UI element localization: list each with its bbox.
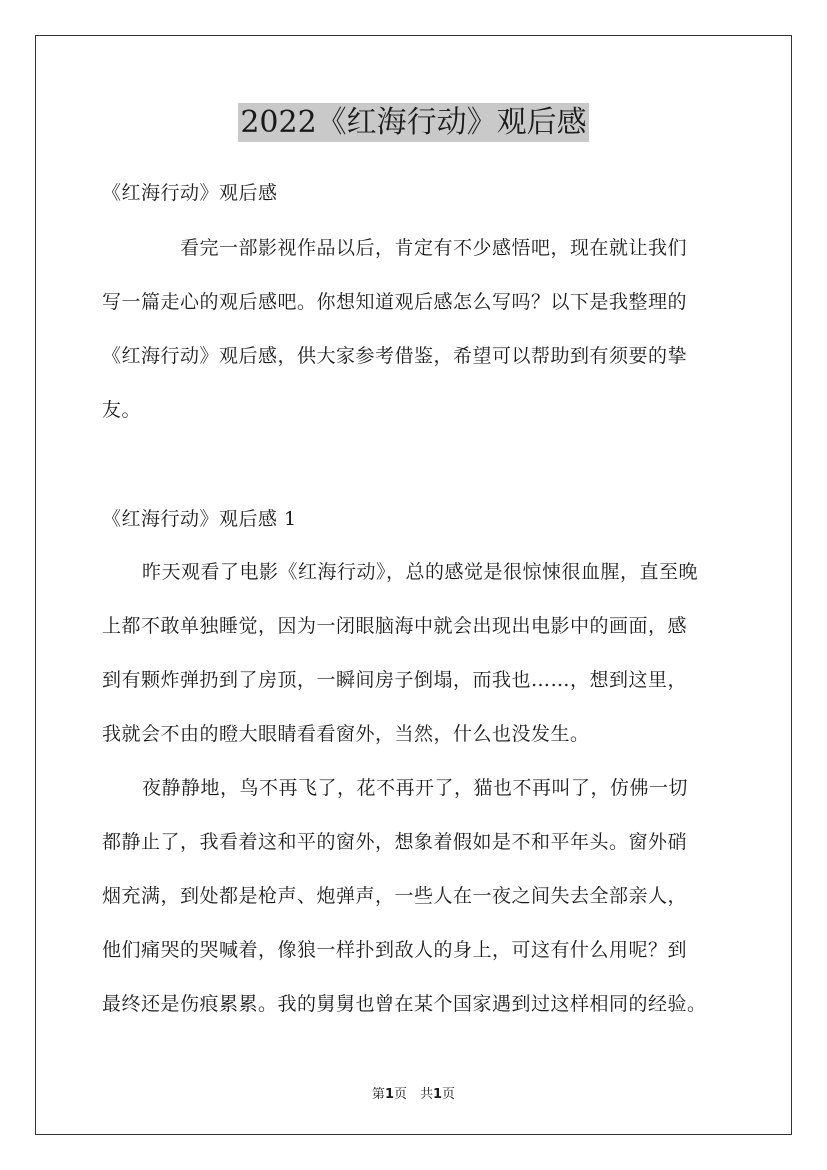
- paragraph-line: 上都不敢单独睡觉，因为一闭眼脑海中就会出现出电影中的画面，感: [102, 615, 688, 637]
- intro-line: 看完一部影视作品以后，肯定有不少感悟吧，现在就让我们: [180, 237, 688, 259]
- page-suffix: 页: [442, 1087, 456, 1102]
- intro-line: 友。: [102, 399, 142, 421]
- page-mid: 页 共: [393, 1087, 433, 1102]
- paragraph-line: 他们痛哭的哭喊着，像狼一样扑到敌人的身上，可这有什么用呢？到: [102, 939, 688, 961]
- paragraph-line: 到有颗炸弹扔到了房顶，一瞬间房子倒塌，而我也……，想到这里，: [102, 669, 688, 691]
- document-title-text: 2022《红海行动》观后感: [240, 105, 587, 140]
- current-page-number: 1: [384, 1087, 394, 1102]
- paragraph-line: 昨天观看了电影《红海行动》，总的感觉是很惊悚很血腥，直至晚: [142, 561, 699, 583]
- page-prefix: 第: [371, 1087, 385, 1102]
- document-title: [0, 102, 827, 143]
- paragraph-line: 烟充满，到处都是枪声、炮弹声，一些人在一夜之间失去全部亲人，: [102, 885, 688, 907]
- page-number-footer: [0, 1083, 827, 1102]
- paragraph-line: 最终还是伤痕累累。我的舅舅也曾在某个国家遇到过这样相同的经验。: [102, 993, 707, 1015]
- intro-line: 写一篇走心的观后感吧。你想知道观后感怎么写吗？以下是我整理的: [102, 291, 688, 313]
- paragraph-line: 我就会不由的瞪大眼睛看看窗外，当然，什么也没发生。: [102, 723, 590, 745]
- paragraph-line: 夜静静地，鸟不再飞了，花不再开了，猫也不再叫了，仿佛一切: [142, 777, 689, 799]
- subheading: 《红海行动》观后感: [102, 182, 278, 204]
- paragraph-line: 都静止了，我看着这和平的窗外，想象着假如是不和平年头。窗外硝: [102, 831, 688, 853]
- section-heading: 《红海行动》观后感 1: [102, 508, 297, 530]
- total-page-number: 1: [433, 1087, 443, 1102]
- intro-line: 《红海行动》观后感，供大家参考借鉴，希望可以帮助到有须要的挚: [102, 345, 688, 367]
